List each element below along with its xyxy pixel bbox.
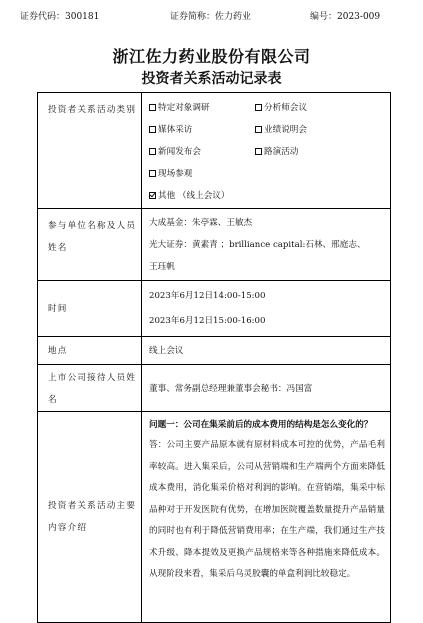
option-other-selected[interactable]: 其他 （线上会议） bbox=[149, 189, 229, 201]
row-participants bbox=[38, 209, 391, 281]
location-label: 地点 bbox=[38, 337, 142, 365]
company-title: 浙江佐力药业股份有限公司 bbox=[112, 47, 311, 66]
row-location bbox=[38, 337, 391, 365]
receptionist-value: 董事、常务副总经理兼董事会秘书：冯国富 bbox=[142, 365, 391, 412]
option-row bbox=[149, 96, 390, 118]
time-line: 2023年6月12日15:00-16:00 bbox=[149, 316, 266, 326]
content-label: 投资者关系活动主要内容介绍 bbox=[38, 412, 142, 623]
location-value: 线上会议 bbox=[142, 337, 391, 365]
header-doc-number: 编号：2023-009 bbox=[310, 12, 381, 22]
option-roadshow[interactable]: 路演活动 bbox=[255, 145, 361, 157]
option-specific-research[interactable]: 特定对象调研 bbox=[149, 101, 255, 113]
time-label: 时间 bbox=[38, 281, 142, 337]
answer-text: 答：公司主要产品原本就有原材料成本可控的优势，产品毛利率较高。进入集采后，公司从营销端和生产端两个方面来降低成本费用，消化集采价格对利润的影响。在营销端，集采中标品种对于开发医院有优势，在增加医院覆盖数量提升产品销量的同时也有利于降低营销费用率；在生产端，我们通过生产技术升级、降本提效及更换产品规格来等各种措施来降低成本。从现阶段来看，集采后乌灵胶囊的单盒利润比较稳定。 bbox=[149, 440, 385, 579]
time-line: 2023年6月12日14:00-15:00 bbox=[149, 291, 266, 301]
option-site-visit[interactable]: 现场参观 bbox=[149, 167, 255, 179]
participants-label: 参与单位名称及人员姓名 bbox=[38, 209, 142, 281]
row-receptionist bbox=[38, 365, 391, 412]
checkbox-icon[interactable] bbox=[255, 126, 262, 133]
participant-line: 大成基金：朱亭霖、王敏杰 bbox=[149, 218, 253, 228]
option-row bbox=[149, 118, 390, 140]
option-analyst-meeting[interactable]: 分析师会议 bbox=[255, 101, 361, 113]
participants-value bbox=[142, 209, 391, 281]
checkbox-icon[interactable] bbox=[149, 170, 156, 177]
checkbox-icon[interactable] bbox=[255, 148, 262, 155]
option-media-interview[interactable]: 媒体采访 bbox=[149, 123, 255, 135]
option-row bbox=[149, 140, 390, 162]
receptionist-label: 上市公司接待人员姓名 bbox=[38, 365, 142, 412]
option-earnings-call[interactable]: 业绩说明会 bbox=[255, 123, 361, 135]
row-activity-type bbox=[38, 93, 391, 209]
form-title: 投资者关系活动记录表 bbox=[141, 71, 282, 87]
content-value bbox=[142, 412, 391, 623]
row-content bbox=[38, 412, 391, 623]
participant-line: 光大证券：黄素青 ；brilliance capital:石林、邢庭志、 bbox=[149, 240, 366, 250]
checkbox-icon[interactable] bbox=[149, 148, 156, 155]
option-row bbox=[149, 184, 390, 206]
checkbox-icon[interactable] bbox=[149, 126, 156, 133]
option-press-conference[interactable]: 新闻发布会 bbox=[149, 145, 255, 157]
checked-checkbox-icon[interactable] bbox=[149, 192, 156, 199]
participant-line: 王珏帆 bbox=[149, 262, 175, 272]
header-stock-name: 证券简称：佐力药业 bbox=[170, 12, 252, 22]
row-time bbox=[38, 281, 391, 337]
time-value bbox=[142, 281, 391, 337]
activity-type-label: 投资者关系活动类别 bbox=[38, 93, 142, 209]
header-stock-code: 证券代码：300181 bbox=[20, 12, 100, 22]
option-row bbox=[149, 162, 390, 184]
record-table bbox=[37, 92, 391, 623]
checkbox-icon[interactable] bbox=[255, 104, 262, 111]
checkbox-icon[interactable] bbox=[149, 104, 156, 111]
activity-type-options bbox=[142, 93, 391, 209]
question-text: 问题一：公司在集采前后的成本费用的结构是怎么变化的？ bbox=[149, 420, 373, 430]
